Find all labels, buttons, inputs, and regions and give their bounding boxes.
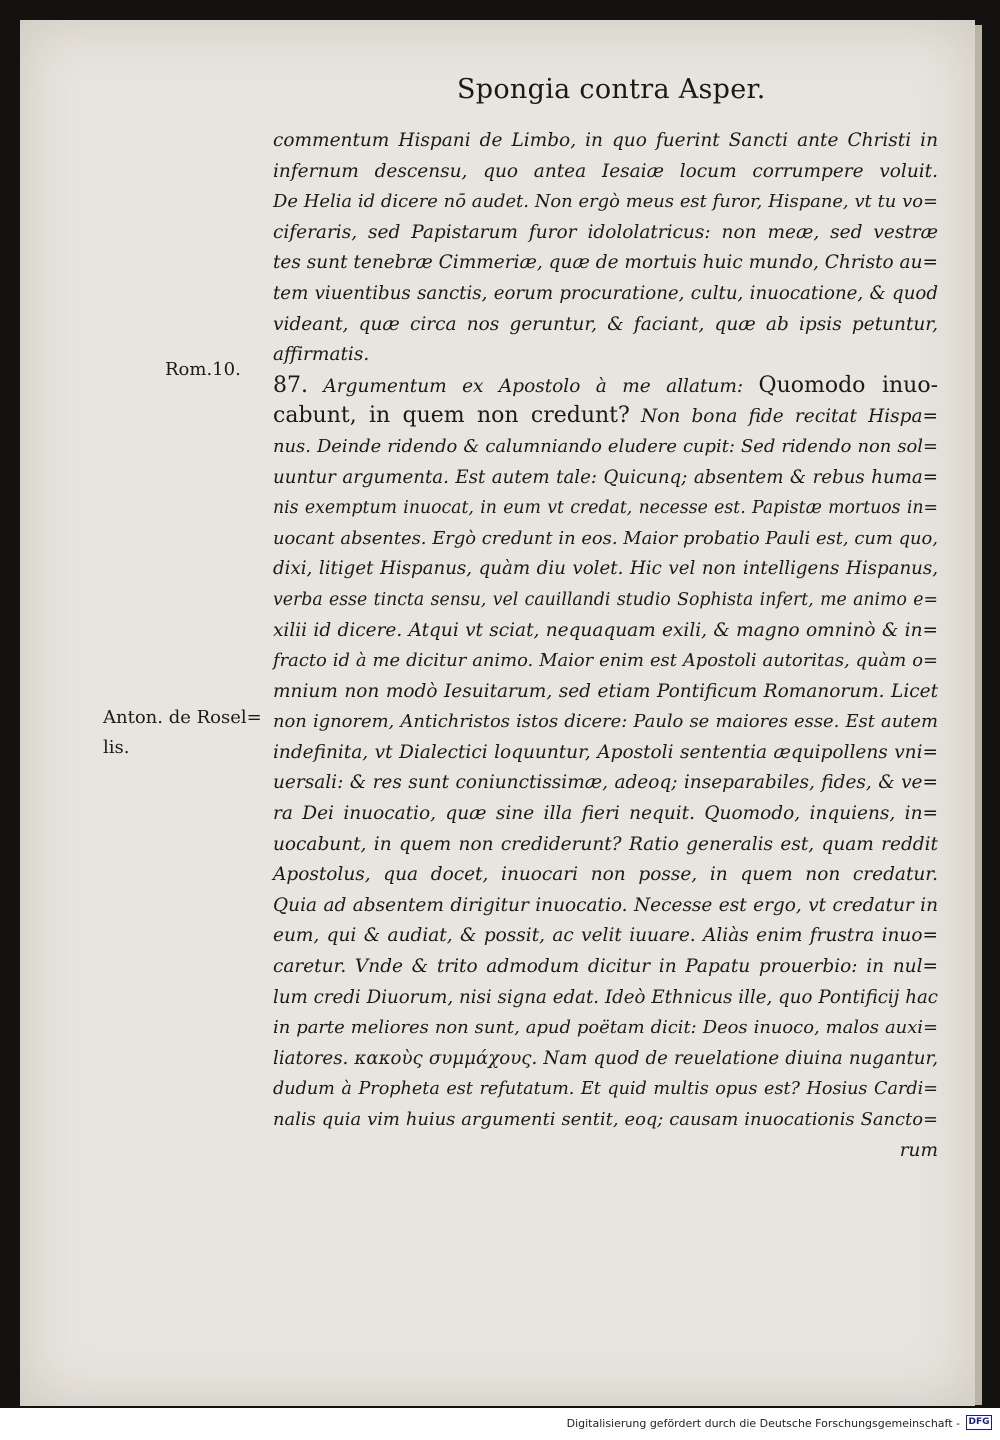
footer-separator: - [952, 1417, 960, 1430]
quotation-end: cabunt, in quem non credunt? [273, 403, 630, 429]
text-line: affirmatis. [273, 344, 370, 366]
text-line: nis exemptum inuocat, in eum vt credat, necesse est. Papistæ mortuos in= [273, 498, 938, 519]
text-line: Quia ad absentem dirigitur inuocatio. Necesse est ergo, vt credatur in [273, 894, 938, 916]
text-line: uocabunt, in quem non crediderunt? Ratio generalis est, quam reddit [273, 833, 938, 855]
footer-credit-text: Digitalisierung gefördert durch die Deutsche Forschungsgemeinschaft [566, 1417, 953, 1430]
text-line: non ignorem, Antichristos istos dicere: Paulo se maiores esse. Est autem [273, 711, 938, 733]
margin-note-anton-line-1: Anton. de Rosel= [103, 707, 262, 728]
text-line: in parte meliores non sunt, apud poëtam dicit: Deos inuoco, malos auxi= [273, 1017, 938, 1039]
running-head: Spongia contra Asper. [457, 74, 766, 105]
quotation-start: Quomodo inuo- [758, 372, 939, 398]
text-line: dudum à Propheta est refutatum. Et quid multis opus est? Hosius Cardi= [273, 1079, 938, 1100]
text-segment: Non bona fide recitat Hispa= [641, 406, 939, 428]
text-line: uuntur argumenta. Est autem tale: Quicunq; absentem & rebus huma= [273, 466, 938, 488]
text-line: nalis quia vim huius argumenti sentit, eoq; causam inuocationis Sancto= [273, 1109, 938, 1130]
text-line: tes sunt tenebræ Cimmeriæ, quæ de mortuis huic mundo, Christo au= [273, 252, 938, 274]
text-line: videant, quæ circa nos geruntur, & faciant, quæ ab ipsis petuntur, [273, 313, 938, 335]
text-line: nus. Deinde ridendo & calumniando eludere cupit: Sed ridendo non sol= [273, 435, 938, 457]
margin-note-rom: Rom.10. [165, 359, 241, 380]
text-line: ra Dei inuocatio, quæ sine illa fieri nequit. Quomodo, inquiens, in= [273, 803, 938, 825]
text-line: eum, qui & audiat, & possit, ac velit iuuare. Aliàs enim frustra inuo= [273, 925, 938, 947]
text-line: indefinita, vt Dialectici loquuntur, Apostoli sententia æquipollens vni= [273, 741, 938, 763]
text-line: Apostolus, qua docet, inuocari non posse, in quem non credatur. [273, 864, 938, 886]
text-line: ciferaris, sed Papistarum furor idololatricus: non meæ, sed vestræ [273, 221, 938, 243]
text-line: mnium non modò Iesuitarum, sed etiam Pontificum Romanorum. Licet [273, 680, 938, 702]
footer-credit [567, 1417, 960, 1430]
text-line: commentum Hispani de Limbo, in quo fuerint Sancti ante Christi in [273, 130, 938, 151]
dfg-logo: DFG [966, 1415, 992, 1430]
text-line: fracto id à me dicitur animo. Maior enim est Apostoli autoritas, quàm o= [273, 650, 938, 672]
digitization-footer [0, 1408, 1000, 1440]
body-text [273, 126, 938, 1166]
text-line: caretur. Vnde & trito admodum dicitur in Papatu prouerbio: in nul= [273, 956, 938, 978]
text-line: De Helia id dicere nō audet. Non ergò meus est furor, Hispane, vt tu vo= [273, 191, 938, 213]
margin-note-anton-line-2: lis. [103, 737, 130, 758]
text-line: uersali: & res sunt coniunctissimæ, adeoq; inseparabiles, fides, & ve= [273, 772, 938, 794]
text-line [273, 401, 938, 432]
text-line: lum credi Diuorum, nisi signa edat. Ideò Ethnicus ille, quo Pontificij hac [273, 986, 938, 1008]
text-line: xilii id dicere. Atqui vt sciat, nequaquam exili, & magno omninò & in= [273, 619, 938, 641]
text-line: tem viuentibus sanctis, eorum procuratione, cultu, inuocatione, & quod [273, 282, 938, 304]
text-line-paragraph-start [273, 371, 938, 402]
paragraph-number: 87. [273, 372, 308, 398]
text-line: liatores. κακοὺς συμμάχους. Nam quod de reuelatione diuina nugantur, [273, 1047, 938, 1069]
text-line: dixi, litiget Hispanus, quàm diu volet. Hic vel non intelligens Hispanus, [273, 558, 938, 580]
text-line: verba esse tincta sensu, vel cauillandi studio Sophista infert, me animo e= [273, 589, 938, 610]
text-line: infernum descensu, quo antea Iesaiæ locum corrumpere voluit. [273, 160, 938, 182]
text-line: uocant absentes. Ergò credunt in eos. Maior probatio Pauli est, cum quo, [273, 527, 938, 549]
argument-intro: Argumentum ex Apostolo à me allatum: [323, 375, 744, 397]
catchword: rum [899, 1139, 938, 1161]
